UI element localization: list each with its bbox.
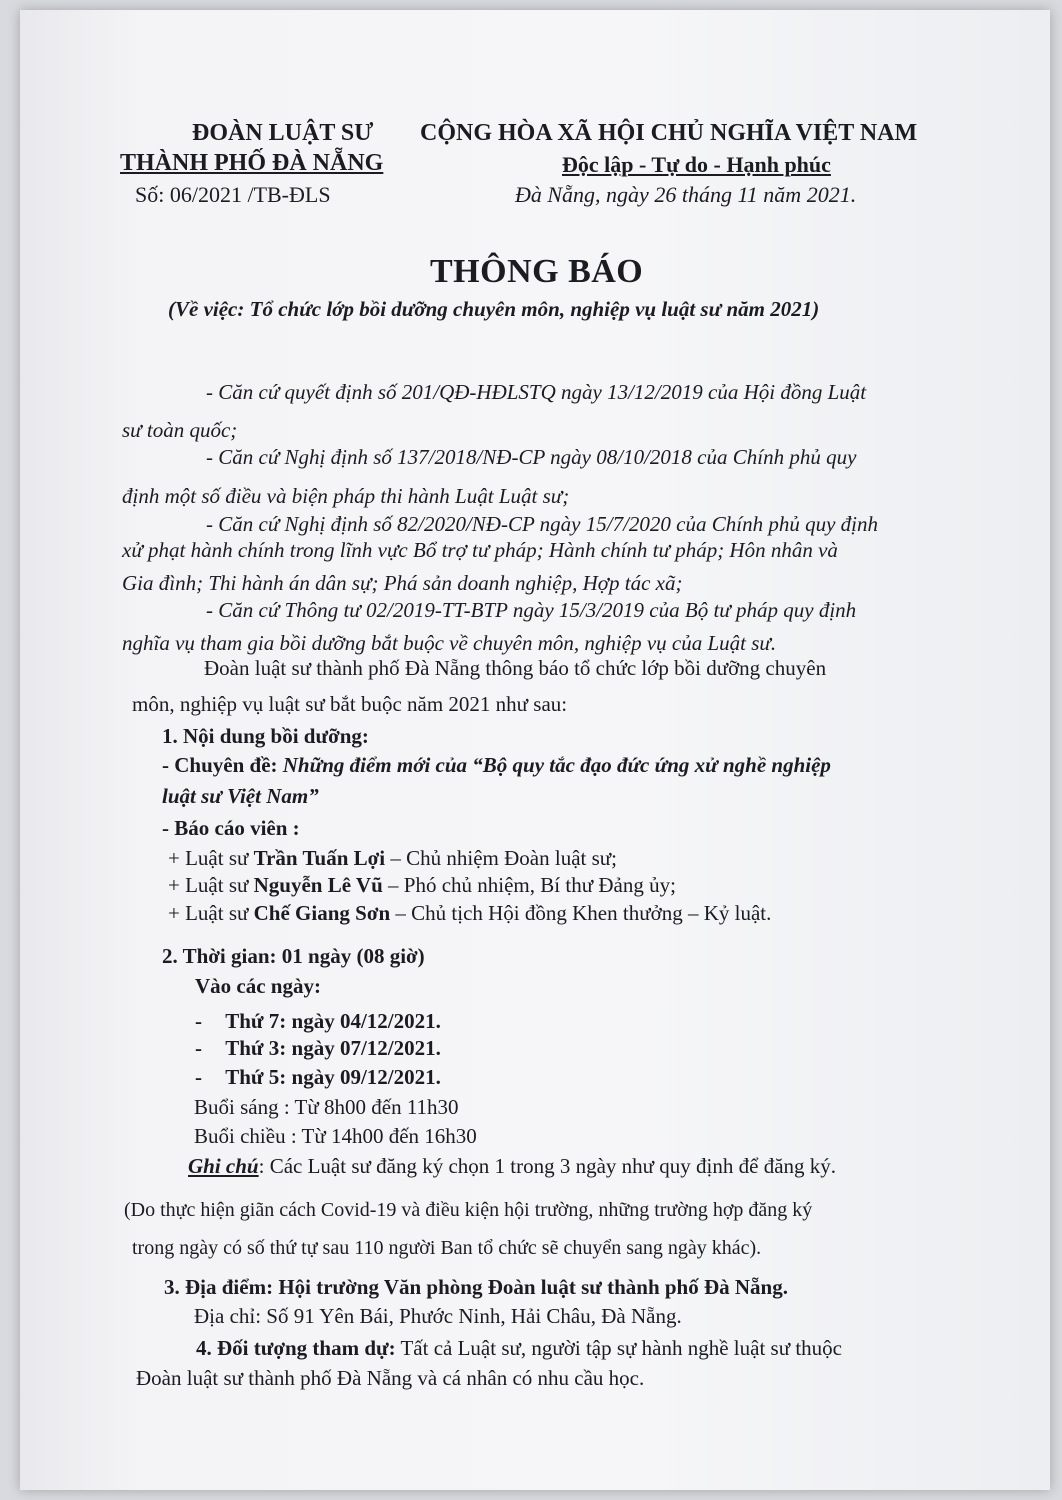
basis-3-line3: Gia đình; Thi hành án dân sự; Phá sản doanh nghiệp, Hợp tác xã; [122,571,683,595]
covid-note-line2: trong ngày có số thứ tự sau 110 người Ban tổ chức sẽ chuyển sang ngày khác). [132,1237,762,1259]
document-page [20,10,1050,1490]
venue-address: Địa chỉ: Số 91 Yên Bái, Phước Ninh, Hải Châu, Đà Nẵng. [194,1304,682,1328]
basis-1-line2: sư toàn quốc; [122,418,238,442]
afternoon-time: Buổi chiều : Từ 14h00 đến 16h30 [194,1124,477,1148]
note-label: Ghi chú [188,1154,259,1178]
org-name-line1: ĐOÀN LUẬT SƯ [192,120,374,146]
basis-1-line1: - Căn cứ quyết định số 201/QĐ-HĐLSTQ ngày 13/12/2019 của Hội đồng Luật [206,380,867,404]
national-motto: Độc lập - Tự do - Hạnh phúc [562,152,831,177]
reporter-1: + Luật sư Trần Tuấn Lợi – Chủ nhiệm Đoàn luật sư; [168,846,617,870]
section-4-line2: Đoàn luật sư thành phố Đà Nẵng và cá nhân có nhu cầu học. [136,1366,645,1390]
topic-title: Những điểm mới của “Bộ quy tắc đạo đức ứng xử nghề nghiệp [282,753,831,777]
basis-2-line2: định một số điều và biện pháp thi hành Luật Luật sư; [122,484,570,508]
reporter-2: + Luật sư Nguyễn Lê Vũ – Phó chủ nhiệm, Bí thư Đảng ủy; [168,873,676,897]
reporter-name: Trần Tuấn Lợi [253,846,386,870]
topic-label: - Chuyên đề: [162,753,283,777]
day-item: - Thứ 5: ngày 09/12/2021. [195,1065,441,1089]
intro-line1: Đoàn luật sư thành phố Đà Nẵng thông báo tổ chức lớp bồi dưỡng chuyên [204,656,827,680]
section-3-heading: 3. Địa điểm: Hội trường Văn phòng Đoàn luật sư thành phố Đà Nẵng. [164,1275,788,1299]
basis-2-line1: - Căn cứ Nghị định số 137/2018/NĐ-CP ngày 08/10/2018 của Chính phủ quy [206,445,857,469]
note: Ghi chú: Các Luật sư đăng ký chọn 1 trong 3 ngày như quy định để đăng ký. [188,1154,837,1178]
section-4-line1: 4. Đối tượng tham dự: Tất cả Luật sư, người tập sự hành nghề luật sư thuộc [196,1336,842,1360]
intro-line2: môn, nghiệp vụ luật sư bắt buộc năm 2021 như sau: [132,692,568,716]
basis-4-line2: nghĩa vụ tham gia bồi dưỡng bắt buộc về chuyên môn, nghiệp vụ của Luật sư. [122,631,777,655]
topic-line2: luật sư Việt Nam” [162,784,319,808]
document-title: THÔNG BÁO [430,253,644,290]
reporter-3: + Luật sư Chế Giang Sơn – Chủ tịch Hội đồng Khen thưởng – Kỷ luật. [168,901,772,925]
reporter-name: Nguyễn Lê Vũ [253,873,383,897]
basis-3-line2: xử phạt hành chính trong lĩnh vực Bổ trợ tư pháp; Hành chính tư pháp; Hôn nhân và [122,538,838,562]
document-subject: (Về việc: Tổ chức lớp bồi dưỡng chuyên môn, nghiệp vụ luật sư năm 2021) [168,297,820,321]
nation-title: CỘNG HÒA XÃ HỘI CHỦ NGHĨA VIỆT NAM [420,120,918,146]
basis-3-line1: - Căn cứ Nghị định số 82/2020/NĐ-CP ngày 15/7/2020 của Chính phủ quy định [206,512,878,536]
section-1-heading: 1. Nội dung bồi dưỡng: [162,724,369,748]
place-and-date: Đà Nẵng, ngày 26 tháng 11 năm 2021. [515,182,857,207]
reporters-label: - Báo cáo viên : [162,816,300,840]
covid-note-line1: (Do thực hiện giãn cách Covid-19 và điều kiện hội trường, những trường hợp đăng ký [124,1199,813,1221]
reporter-name: Chế Giang Sơn [253,901,391,925]
topic-line1 [162,755,831,776]
days-label: Vào các ngày: [195,974,321,998]
day-item: - Thứ 3: ngày 07/12/2021. [195,1036,441,1060]
section-4-label: 4. Đối tượng tham dự: [196,1336,396,1360]
section-2-heading: 2. Thời gian: 01 ngày (08 giờ) [162,944,425,968]
org-name-line2: THÀNH PHỐ ĐÀ NẴNG [120,150,384,176]
basis-4-line1: - Căn cứ Thông tư 02/2019-TT-BTP ngày 15/3/2019 của Bộ tư pháp quy định [206,598,857,622]
day-item: - Thứ 7: ngày 04/12/2021. [195,1009,441,1033]
morning-time: Buổi sáng : Từ 8h00 đến 11h30 [194,1095,459,1119]
document-number: Số: 06/2021 /TB-ĐLS [135,182,331,207]
